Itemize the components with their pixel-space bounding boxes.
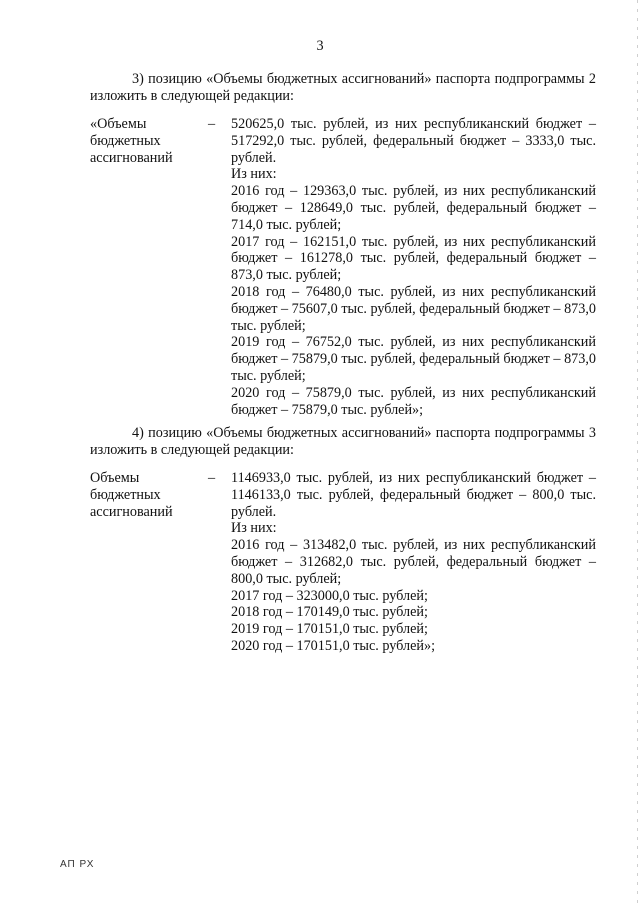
of-them-label: Из них: bbox=[231, 520, 277, 537]
label-line: ассигнований bbox=[90, 503, 173, 520]
year-entry: 2017 год – 162151,0 тыс. рублей, из них республиканский бюджет – 161278,0 тыс. рублей, федеральный бюджет – 873,0 тыс. рублей; bbox=[231, 233, 596, 284]
label-line: «Объемы bbox=[90, 116, 147, 132]
label-dash: – bbox=[208, 470, 216, 486]
budget-total: 1146933,0 тыс. рублей, из них республиканский бюджет – 1146133,0 тыс. рублей, федеральный бюджет – 800,0 тыс. рублей. bbox=[231, 470, 596, 520]
year-entry: 2019 год – 76752,0 тыс. рублей, из них республиканский бюджет – 75879,0 тыс. рублей, федеральный бюджет – 873,0 тыс. рублей; bbox=[231, 334, 596, 384]
year-entry: 2018 год – 170149,0 тыс. рублей; bbox=[231, 604, 428, 621]
year-entry: 2020 год – 75879,0 тыс. рублей, из них республиканский бюджет – 75879,0 тыс. рублей»; bbox=[231, 384, 596, 418]
label-line: бюджетных bbox=[90, 486, 161, 503]
budget-total: 520625,0 тыс. рублей, из них республиканский бюджет – 517292,0 тыс. рублей, федеральный бюджет – 3333,0 тыс. рублей. bbox=[231, 116, 596, 166]
budget-block-content bbox=[231, 116, 596, 418]
year-entry: 2020 год – 170151,0 тыс. рублей»; bbox=[231, 637, 436, 654]
label-line: Объемы bbox=[90, 470, 140, 486]
year-entry: 2019 год – 170151,0 тыс. рублей; bbox=[231, 621, 428, 638]
of-them-label: Из них: bbox=[231, 166, 277, 183]
footer-stamp: АП РХ bbox=[60, 859, 95, 870]
scan-edge-marks bbox=[637, 0, 638, 905]
label-dash: – bbox=[208, 116, 216, 132]
year-entry: 2016 год – 129363,0 тыс. рублей, из них республиканский бюджет – 128649,0 тыс. рублей, федеральный бюджет – 714,0 тыс. рублей; bbox=[231, 183, 596, 233]
instruction-paragraph-3: 3) позицию «Объемы бюджетных ассигнований» паспорта подпрограммы 2 изложить в следующей редакции: bbox=[90, 71, 596, 104]
page-number: 3 bbox=[316, 38, 324, 54]
year-entry: 2018 год – 76480,0 тыс. рублей, из них республиканский бюджет – 75607,0 тыс. рублей, федеральный бюджет – 873,0 тыс. рублей; bbox=[231, 283, 596, 334]
budget-block-label bbox=[90, 470, 200, 520]
year-entry: 2017 год – 323000,0 тыс. рублей; bbox=[231, 587, 428, 604]
year-entry: 2016 год – 313482,0 тыс. рублей, из них республиканский бюджет – 312682,0 тыс. рублей, федеральный бюджет – 800,0 тыс. рублей; bbox=[231, 537, 596, 587]
label-line: бюджетных bbox=[90, 132, 161, 149]
instruction-paragraph-4: 4) позицию «Объемы бюджетных ассигнований» паспорта подпрограммы 3 изложить в следующей редакции: bbox=[90, 425, 596, 458]
budget-block-content bbox=[231, 470, 596, 655]
budget-block-label bbox=[90, 116, 200, 166]
label-line: ассигнований bbox=[90, 149, 173, 166]
